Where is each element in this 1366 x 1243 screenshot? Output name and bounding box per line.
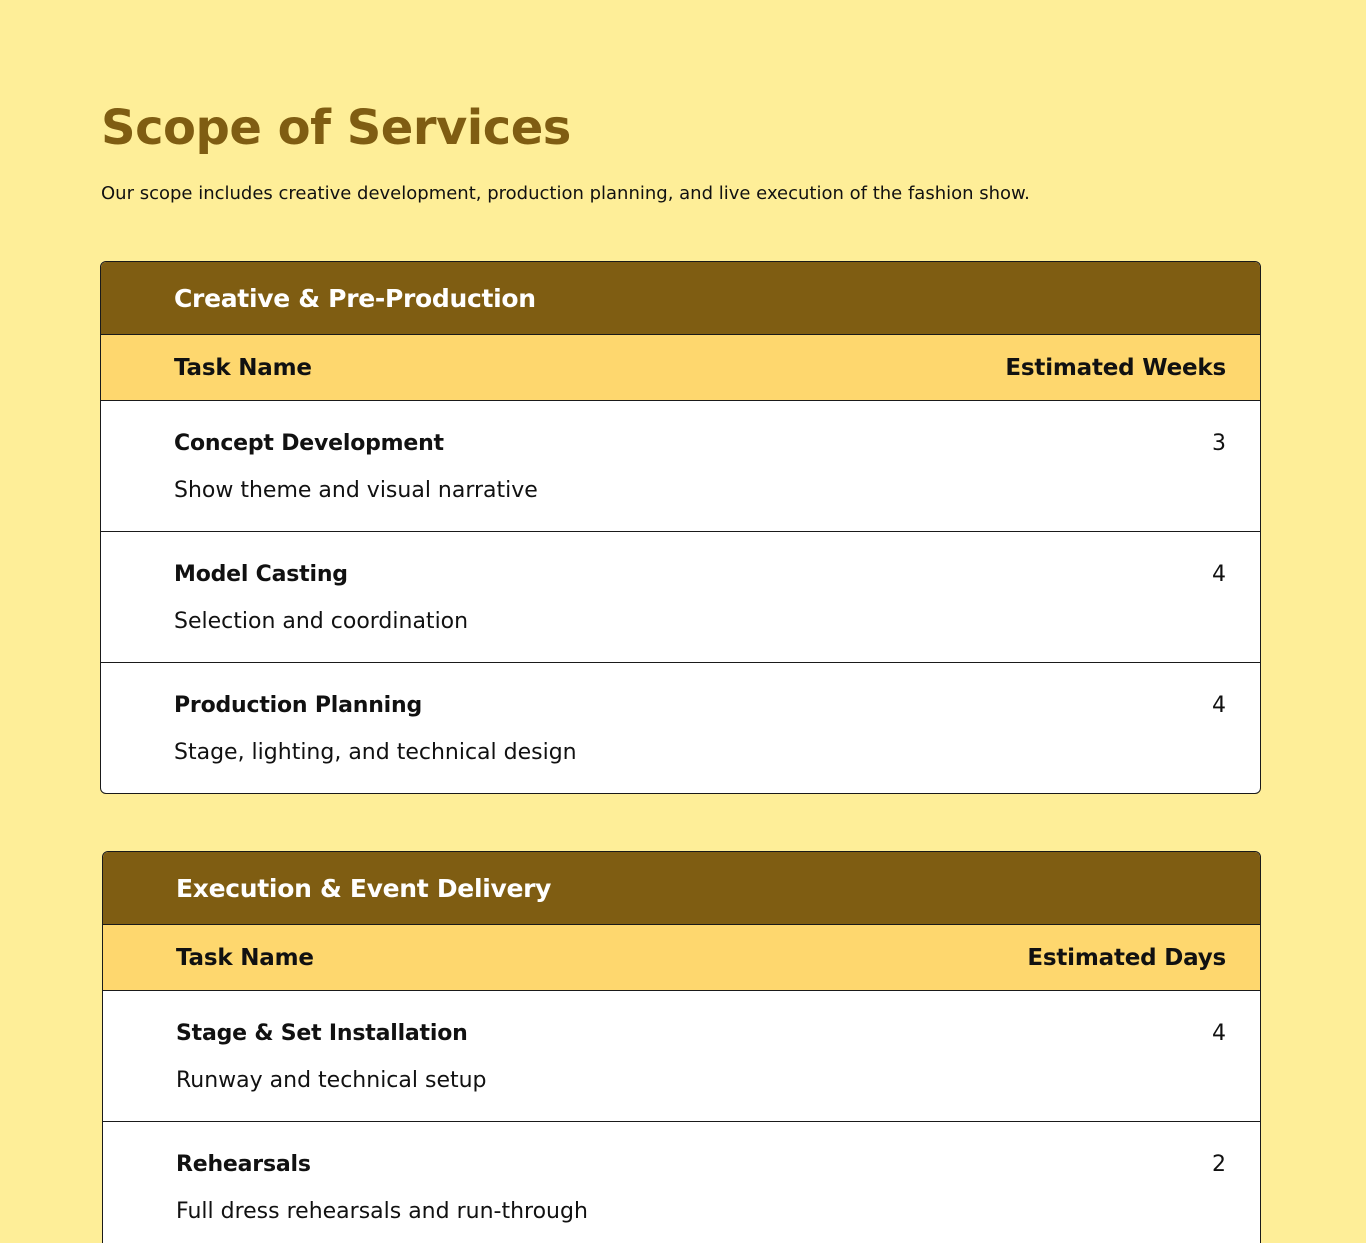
- section-header: [101, 262, 1260, 335]
- task-estimate: 4: [1212, 1021, 1226, 1046]
- section-execution-event-delivery: [102, 851, 1261, 1243]
- column-header-row: [103, 925, 1260, 991]
- task-description: Full dress rehearsals and run-through: [176, 1199, 588, 1224]
- column-header-row: [101, 335, 1260, 401]
- task-name: Concept Development: [174, 431, 444, 456]
- task-name: Production Planning: [174, 693, 423, 718]
- task-estimate: 4: [1212, 562, 1226, 587]
- task-description: Stage, lighting, and technical design: [174, 740, 577, 765]
- column-header-task-name: Task Name: [174, 354, 312, 381]
- task-description: Selection and coordination: [174, 609, 469, 634]
- table-row: [103, 1122, 1260, 1243]
- task-name: Rehearsals: [176, 1152, 311, 1177]
- section-title: Execution & Event Delivery: [176, 873, 552, 903]
- task-estimate: 4: [1212, 693, 1226, 718]
- task-name: Model Casting: [174, 562, 348, 587]
- section-header: [103, 852, 1260, 925]
- task-name: Stage & Set Installation: [176, 1021, 468, 1046]
- table-row: [101, 663, 1260, 794]
- table-row: [101, 532, 1260, 663]
- task-estimate: 3: [1212, 431, 1226, 456]
- table-row: [101, 401, 1260, 532]
- column-header-estimate: Estimated Weeks: [1005, 354, 1226, 381]
- column-header-task-name: Task Name: [176, 944, 314, 971]
- task-description: Show theme and visual narrative: [174, 478, 538, 503]
- task-description: Runway and technical setup: [176, 1068, 487, 1093]
- column-header-estimate: Estimated Days: [1027, 944, 1226, 971]
- page-title: Scope of Services: [101, 100, 571, 156]
- section-title: Creative & Pre-Production: [174, 283, 536, 313]
- page-intro: Our scope includes creative development, production planning, and live execution of the fashion show.: [101, 183, 1030, 204]
- task-estimate: 2: [1212, 1152, 1226, 1177]
- table-row: [103, 991, 1260, 1122]
- section-creative-pre-production: [100, 261, 1261, 794]
